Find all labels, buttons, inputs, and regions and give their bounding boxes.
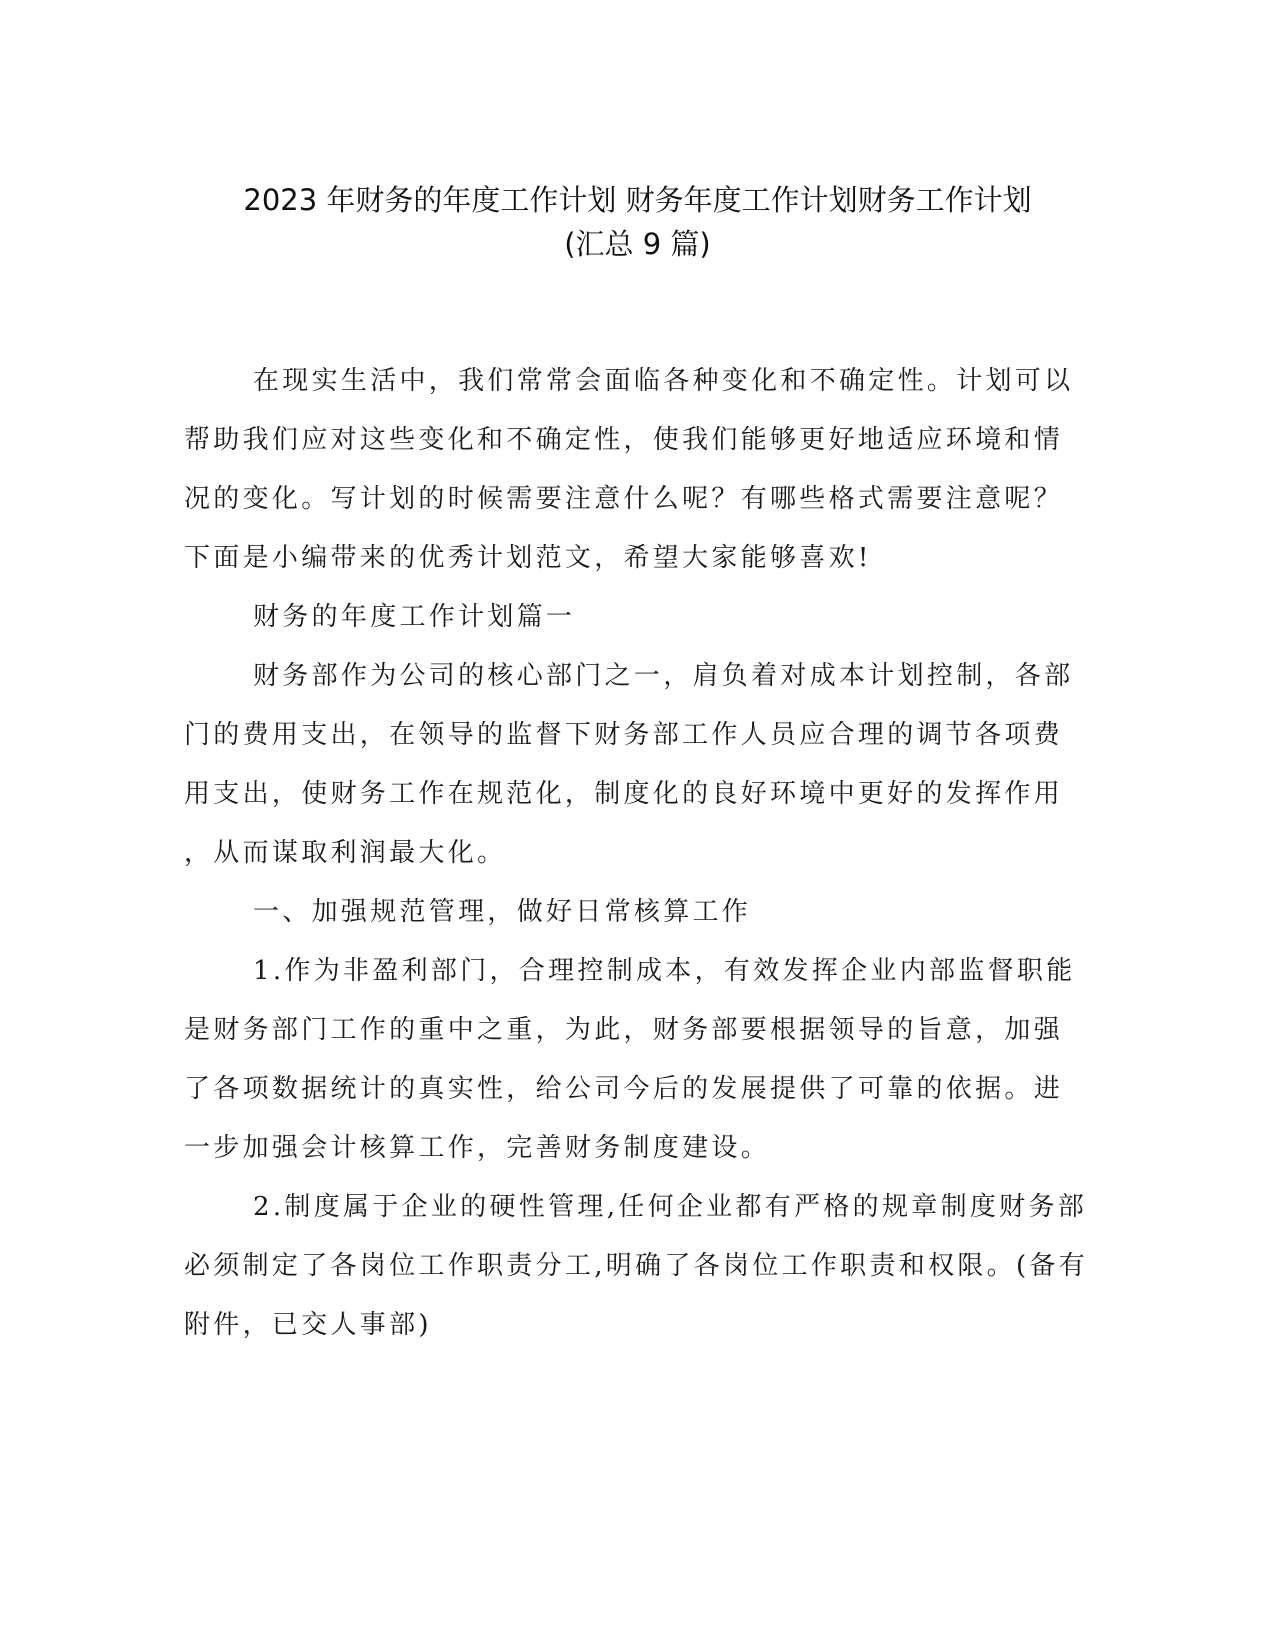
paragraph-line: 门的费用支出，在领导的监督下财务部工作人员应合理的调节各项费 — [184, 720, 1064, 750]
paragraph-line: 帮助我们应对这些变化和不确定性，使我们能够更好地适应环境和情 — [184, 425, 1064, 455]
paragraph-line: 1.作为非盈利部门，合理控制成本，有效发挥企业内部监督职能 — [253, 956, 1076, 986]
paragraph-line: 是财务部门工作的重中之重，为此，财务部要根据领导的旨意，加强 — [184, 1015, 1064, 1045]
page-title — [150, 178, 1125, 266]
title-line: (汇总 9 篇) — [564, 227, 711, 261]
document-body — [184, 352, 1089, 1355]
paragraph-line: 附件，已交人事部) — [184, 1310, 432, 1340]
paragraph-line: ，从而谋取利润最大化。 — [184, 838, 507, 868]
paragraph-line: 了各项数据统计的真实性，给公司今后的发展提供了可靠的依据。进 — [184, 1074, 1064, 1104]
paragraph-line: 一步加强会计核算工作，完善财务制度建设。 — [184, 1133, 771, 1163]
paragraph-line: 2.制度属于企业的硬性管理,任何企业都有严格的规章制度财务部 — [253, 1192, 1088, 1222]
title-line: 2023 年财务的年度工作计划 财务年度工作计划财务工作计划 — [243, 183, 1032, 217]
section-heading: 一、加强规范管理，做好日常核算工作 — [253, 897, 752, 927]
paragraph-line: 在现实生活中，我们常常会面临各种变化和不确定性。计划可以 — [253, 366, 1074, 396]
paragraph-line: 况的变化。写计划的时候需要注意什么呢？有哪些格式需要注意呢？ — [184, 484, 1064, 514]
paragraph-line: 下面是小编带来的优秀计划范文，希望大家能够喜欢! — [184, 543, 872, 573]
paragraph-line: 必须制定了各岗位工作职责分工,明确了各岗位工作职责和权限。(备有 — [184, 1251, 1089, 1281]
section-heading: 财务的年度工作计划篇一 — [253, 602, 576, 632]
paragraph-line: 财务部作为公司的核心部门之一，肩负着对成本计划控制，各部 — [253, 661, 1074, 691]
paragraph-line: 用支出，使财务工作在规范化，制度化的良好环境中更好的发挥作用 — [184, 779, 1064, 809]
